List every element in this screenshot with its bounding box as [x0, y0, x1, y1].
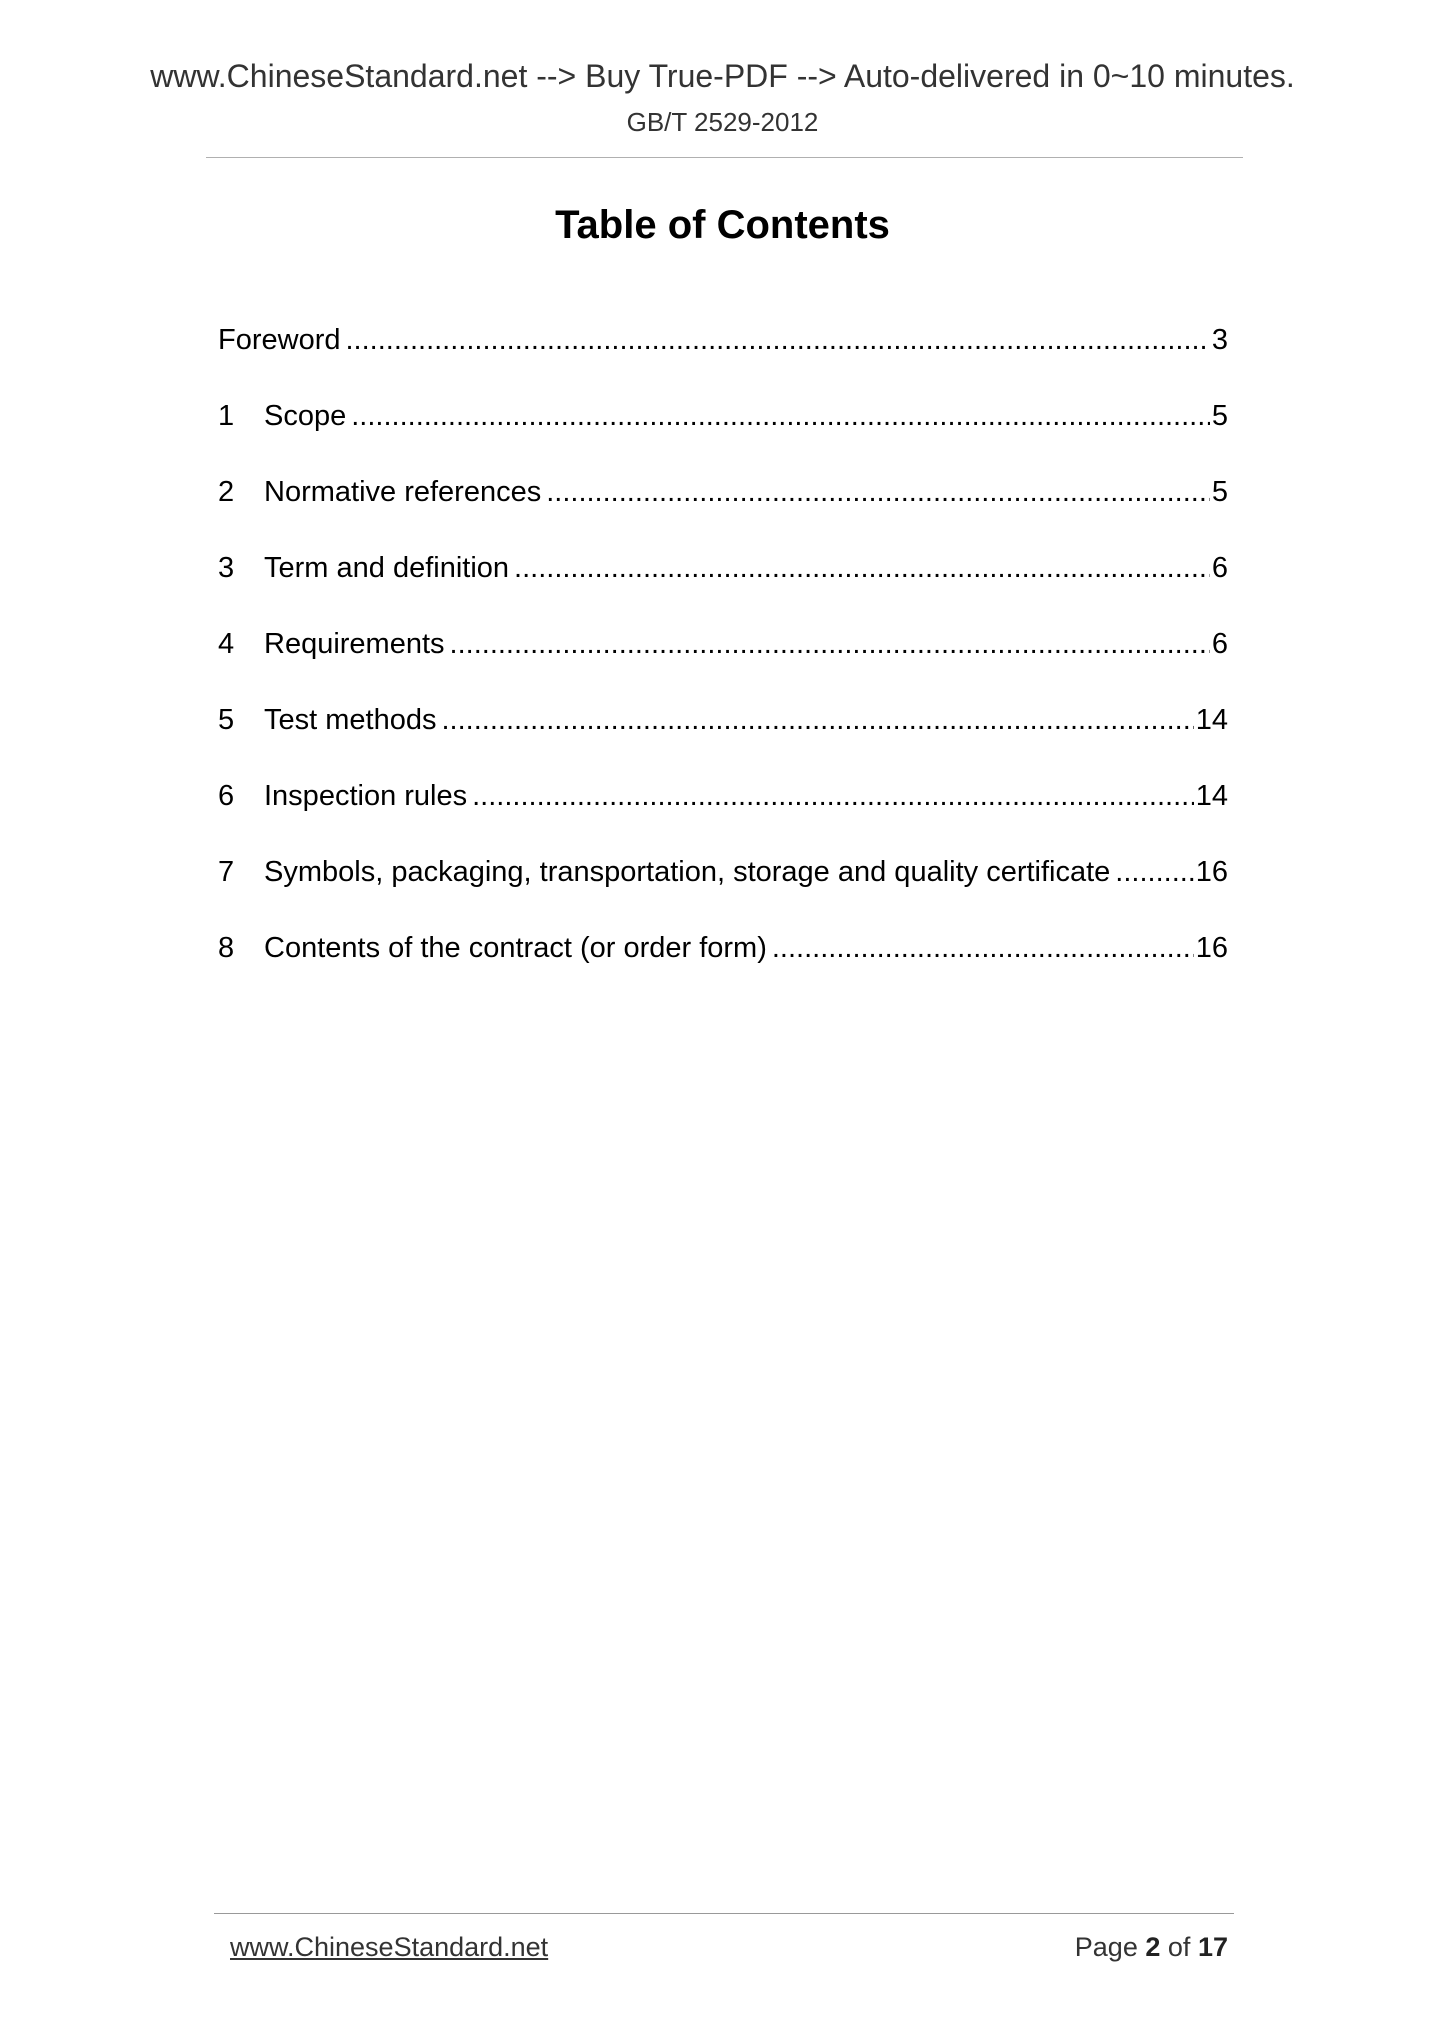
- page-of: of: [1167, 1932, 1191, 1962]
- table-of-contents: [218, 318, 1228, 1002]
- toc-entry-foreword[interactable]: [218, 318, 1228, 394]
- toc-entry-label: Symbols, packaging, transportation, storage and quality certificate: [264, 856, 1111, 888]
- toc-entry-page: 5: [1211, 400, 1228, 432]
- standard-code: GB/T 2529-2012: [626, 107, 819, 137]
- toc-entry-normative-references[interactable]: [218, 470, 1228, 546]
- toc-entry-label: Test methods: [264, 704, 437, 736]
- toc-leader-dots: [472, 774, 1194, 818]
- header-banner: www.ChineseStandard.net --> Buy True-PDF --> Auto-delivered in 0~10 minutes.: [150, 58, 1295, 94]
- toc-entry-test-methods[interactable]: [218, 698, 1228, 774]
- page-current: 2: [1145, 1932, 1161, 1962]
- toc-entry-page: 5: [1211, 476, 1228, 508]
- toc-entry-page: 16: [1195, 856, 1228, 888]
- toc-entry-number: 8: [218, 932, 235, 964]
- toc-entry-term-and-definition[interactable]: [218, 546, 1228, 622]
- toc-leader-dots: [441, 698, 1193, 742]
- toc-entry-inspection-rules[interactable]: [218, 774, 1228, 850]
- toc-entry-page: 6: [1211, 552, 1228, 584]
- toc-entry-number: 2: [218, 476, 235, 508]
- toc-entry-label: Contents of the contract (or order form): [264, 932, 767, 964]
- toc-entry-page: 14: [1195, 780, 1228, 812]
- toc-entry-number: 3: [218, 552, 235, 584]
- toc-leader-dots: [346, 318, 1210, 362]
- toc-leader-dots: [514, 546, 1210, 590]
- toc-leader-dots: [772, 926, 1194, 970]
- footer-website-link[interactable]: www.ChineseStandard.net: [230, 1932, 549, 1962]
- toc-entry-symbols-packaging[interactable]: [218, 850, 1228, 926]
- toc-entry-contract-contents[interactable]: [218, 926, 1228, 1002]
- toc-entry-page: 16: [1195, 932, 1228, 964]
- toc-entry-label: Foreword: [218, 324, 341, 356]
- page-total: 17: [1197, 1932, 1228, 1962]
- toc-entry-label: Scope: [264, 400, 347, 432]
- toc-entry-label: Requirements: [264, 628, 445, 660]
- toc-leader-dots: [450, 622, 1210, 666]
- toc-entry-label: Inspection rules: [264, 780, 468, 812]
- toc-entry-number: 1: [218, 400, 235, 432]
- toc-leader-dots: [351, 394, 1210, 438]
- toc-entry-number: 4: [218, 628, 235, 660]
- toc-entry-number: 7: [218, 856, 235, 888]
- toc-entry-number: 5: [218, 704, 235, 736]
- toc-entry-label: Term and definition: [264, 552, 510, 584]
- toc-entry-number: 6: [218, 780, 235, 812]
- toc-entry-label: Normative references: [264, 476, 542, 508]
- toc-leader-dots: [1115, 850, 1193, 894]
- toc-leader-dots: [546, 470, 1210, 514]
- page-title: Table of Contents: [555, 203, 890, 247]
- page-number: [1075, 1929, 1228, 1965]
- header-divider: [206, 157, 1243, 158]
- toc-entry-page: 3: [1211, 324, 1228, 356]
- toc-entry-requirements[interactable]: [218, 622, 1228, 698]
- toc-entry-page: 14: [1195, 704, 1228, 736]
- toc-entry-page: 6: [1211, 628, 1228, 660]
- footer-divider: [214, 1913, 1234, 1914]
- page-prefix: Page: [1074, 1932, 1138, 1962]
- toc-entry-scope[interactable]: [218, 394, 1228, 470]
